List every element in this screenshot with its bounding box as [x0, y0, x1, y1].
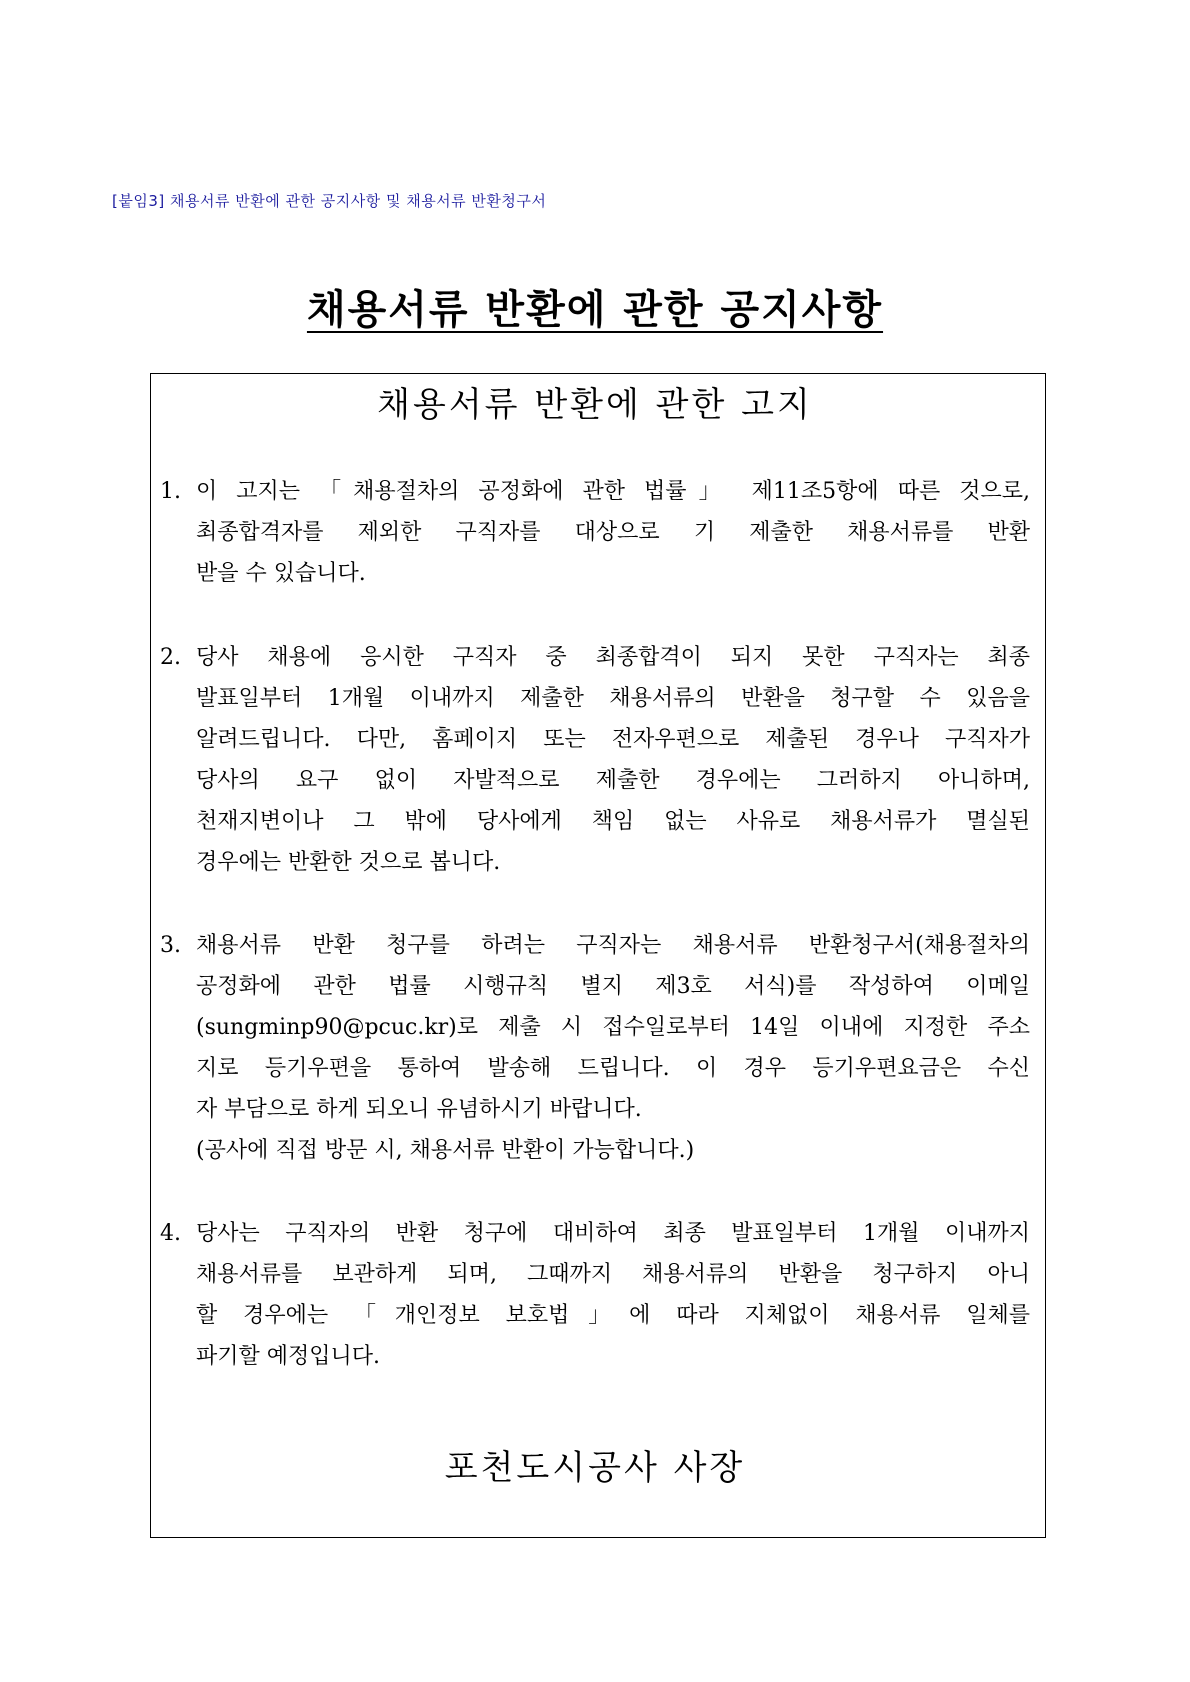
item-line: 이 고지는 「채용절차의 공정화에 관한 법률」 제11조5항에 따른 것으로, — [196, 479, 1030, 504]
item-line: 받을 수 있습니다. — [196, 561, 366, 586]
page-title — [0, 278, 1190, 335]
item-line: 채용서류 반환 청구를 하려는 구직자는 채용서류 반환청구서(채용절차의 — [196, 933, 1030, 958]
signature: 포천도시공사 사장 — [444, 1448, 746, 1488]
item-line: 자 부담으로 하게 되오니 유념하시기 바랍니다. — [196, 1097, 642, 1122]
item-line: 알려드립니다. 다만, 홈페이지 또는 전자우편으로 제출된 경우나 구직자가 — [196, 727, 1030, 752]
notice-heading: 채용서류 반환에 관한 고지 — [377, 385, 813, 425]
item-line: 지로 등기우편을 통하여 발송해 드립니다. 이 경우 등기우편요금은 수신 — [196, 1056, 1030, 1081]
item-number: 4. — [160, 1221, 181, 1246]
item-line: 채용서류를 보관하게 되며, 그때까지 채용서류의 반환을 청구하지 아니 — [196, 1262, 1030, 1287]
item-line: 파기할 예정입니다. — [196, 1344, 381, 1369]
notice-item-2 — [160, 637, 1036, 883]
notice-item-1 — [160, 471, 1036, 594]
item-line: (공사에 직접 방문 시, 채용서류 반환이 가능합니다.) — [196, 1138, 695, 1163]
page-title-text: 채용서류 반환에 관한 공지사항 — [306, 287, 884, 333]
item-line: 할 경우에는 「개인정보 보호법」에 따라 지체없이 채용서류 일체를 — [196, 1303, 1030, 1328]
item-line: (sungminp90@pcuc.kr)로 제출 시 접수일로부터 14일 이내에 지정한 주소 — [196, 1015, 1030, 1040]
item-number: 3. — [160, 933, 181, 958]
notice-item-3 — [160, 925, 1036, 1171]
item-number: 1. — [160, 479, 181, 504]
item-line: 당사의 요구 없이 자발적으로 제출한 경우에는 그러하지 아니하며, — [196, 768, 1030, 793]
item-number: 2. — [160, 645, 181, 670]
item-line: 발표일부터 1개월 이내까지 제출한 채용서류의 반환을 청구할 수 있음을 — [196, 686, 1030, 711]
item-line: 당사 채용에 응시한 구직자 중 최종합격이 되지 못한 구직자는 최종 — [196, 645, 1030, 670]
item-line: 천재지변이나 그 밖에 당사에게 책임 없는 사유로 채용서류가 멸실된 — [196, 809, 1030, 834]
item-line: 공정화에 관한 법률 시행규칙 별지 제3호 서식)를 작성하여 이메일 — [196, 974, 1030, 999]
attachment-label: [붙임3] 채용서류 반환에 관한 공지사항 및 채용서류 반환청구서 — [112, 192, 547, 210]
item-line: 경우에는 반환한 것으로 봅니다. — [196, 850, 501, 875]
notice-item-4 — [160, 1213, 1036, 1377]
item-line: 당사는 구직자의 반환 청구에 대비하여 최종 발표일부터 1개월 이내까지 — [196, 1221, 1030, 1246]
item-line: 최종합격자를 제외한 구직자를 대상으로 기 제출한 채용서류를 반환 — [196, 520, 1030, 545]
